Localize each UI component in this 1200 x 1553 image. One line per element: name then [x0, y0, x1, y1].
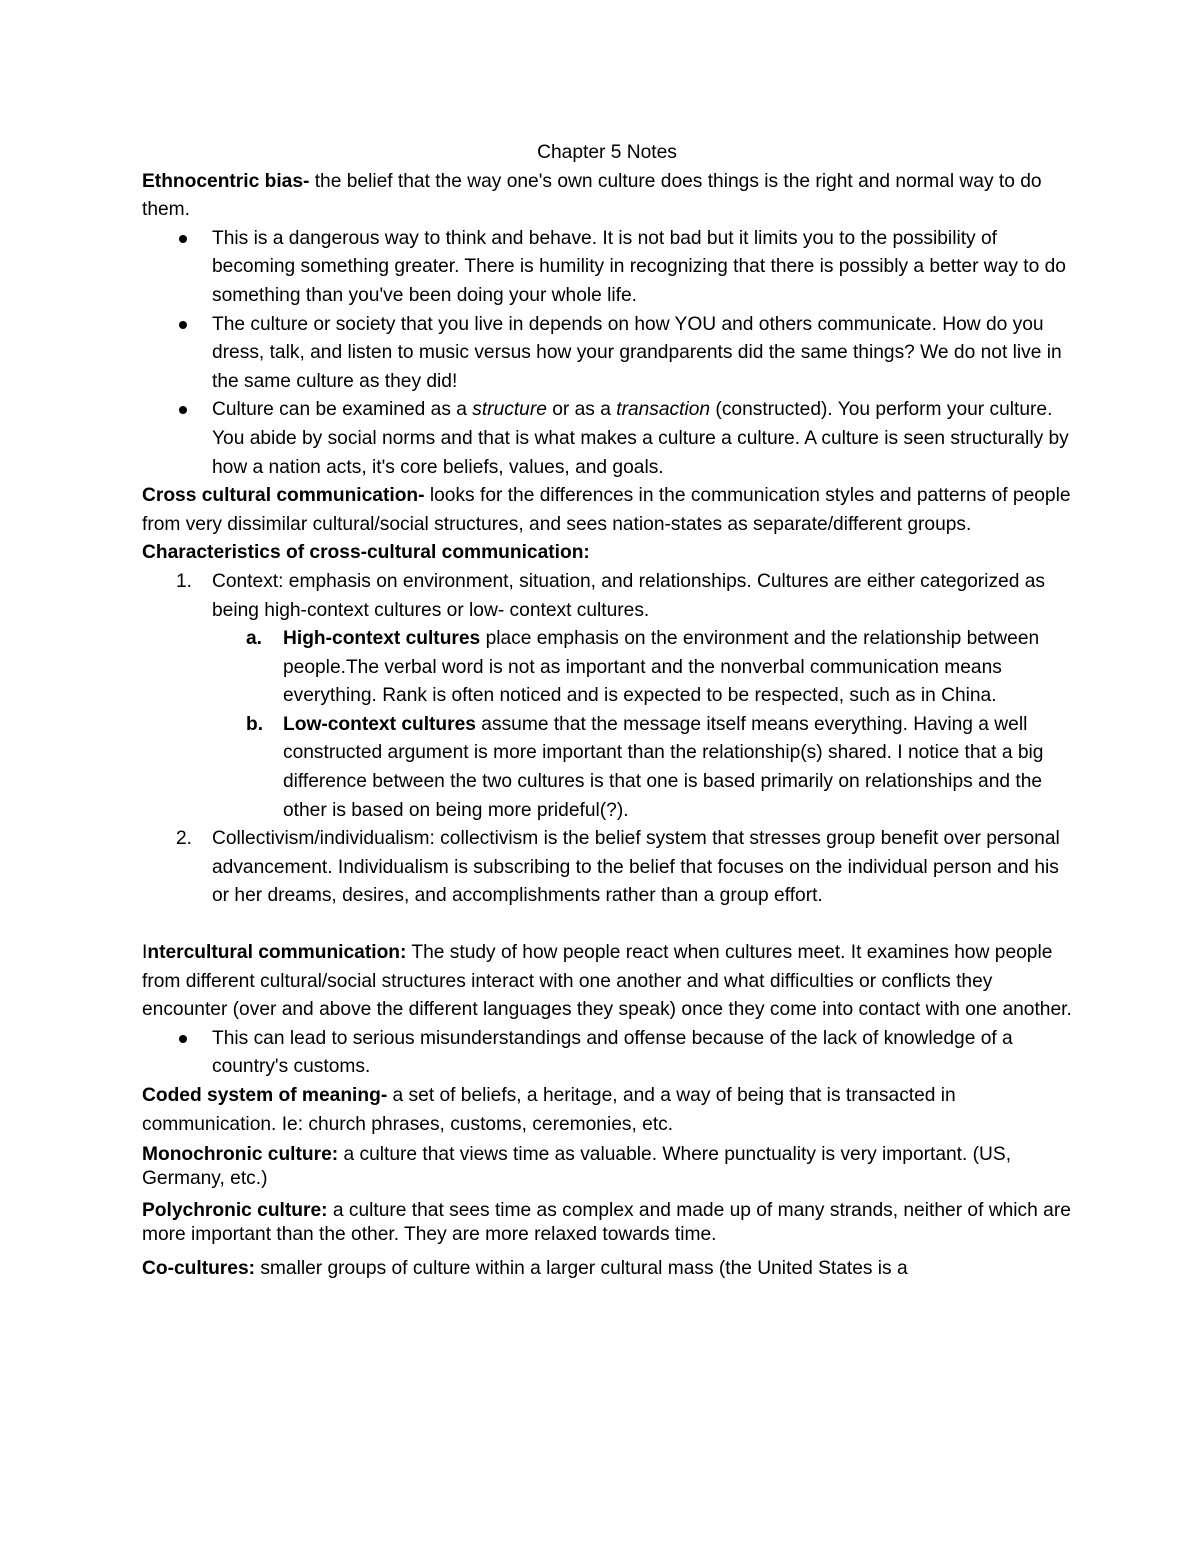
term-cross-cultural-communication: Cross cultural communication- [142, 485, 425, 507]
list-number: 2. [176, 828, 193, 850]
bullet-icon [179, 235, 187, 243]
list-item [142, 568, 1072, 625]
term-co-cultures: Co-cultures: [142, 1258, 255, 1280]
term-low-context: Low-context cultures [283, 713, 476, 735]
bullet-icon [179, 406, 187, 414]
monochronic-definition [142, 1143, 1072, 1191]
polychronic-definition [142, 1199, 1072, 1247]
term-intercultural-communication: ntercultural communication: [147, 942, 407, 964]
list-item-text: Context: emphasis on environment, situation, and relationships. Cultures are either categorized as being high-context cultures or low- context cultures. [212, 570, 1045, 621]
definition-text: a culture that views time as valuable. Where punctuality is very important. (US, Germany, etc.) [142, 1144, 1012, 1190]
definition-text: looks for the differences in the communication styles and patterns of people from very dissimilar cultural/social structures, and sees nation-states as separate/different groups. [142, 485, 1071, 535]
list-item [142, 1025, 1072, 1082]
bullet-text-part: (constructed). You perform your culture. You abide by social norms and that is what makes a culture a culture. A culture is seen structurally by how a nation acts, it's core beliefs, values, and goals. [212, 399, 1069, 478]
list-letter: b. [246, 713, 264, 735]
bullet-text-part: Culture can be examined as a [212, 399, 473, 421]
bullet-icon [179, 321, 187, 329]
characteristics-list [142, 568, 1072, 911]
paragraph-spacer [142, 911, 1072, 939]
cross-cultural-definition [142, 482, 1072, 539]
sub-list-item [142, 711, 1072, 825]
italic-term-transaction: transaction [616, 399, 711, 421]
sub-item-text: place emphasis on the environment and the relationship between people.The verbal word is not as important and the nonverbal communication means everything. Rank is often noticed and is expected to be respected, such as in China. [283, 628, 1040, 707]
intercultural-bullet-list [142, 1025, 1072, 1082]
term-ethnocentric-bias: Ethnocentric bias- [142, 170, 310, 192]
intercultural-definition: Intercultural communication: The study of how people react when cultures meet. It examines how people from different cultural/social structures interact with one another and what difficulties or conflicts they encounter (over and above the different languages they speak) once they come into contact with one another. [142, 942, 1072, 1021]
notes-body [142, 139, 1072, 1284]
definition-text: smaller groups of culture within a larger cultural mass (the United States is a [255, 1258, 908, 1280]
italic-term-structure: structure [472, 399, 547, 421]
bullet-text: This is a dangerous way to think and behave. It is not bad but it limits you to the possibility of becoming something greater. There is humility in recognizing that there is possibly a better way to do something than you've been doing your whole life. [212, 227, 1066, 306]
characteristics-heading: Characteristics of cross-cultural communication: [142, 542, 590, 564]
list-number: 1. [176, 570, 193, 592]
definition-text: a culture that sees time as complex and made up of many strands, neither of which are more important than the other. They are more relaxed towards time. [142, 1200, 1071, 1246]
term-polychronic: Polychronic culture: [142, 1200, 328, 1222]
ethnocentric-bullet-list [142, 225, 1072, 482]
definition-text: the belief that the way one's own culture does things is the right and normal way to do them. [142, 170, 1042, 221]
sub-list-item [142, 625, 1072, 711]
ethnocentric-bias-definition [142, 168, 1072, 225]
term-high-context: High-context cultures [283, 628, 481, 650]
definition-text: The study of how people react when cultures meet. It examines how people from different cultural/social structures interact with one another and what difficulties or conflicts they encounter (over and above the different languages they speak) once they come into contact with one another. [142, 942, 1072, 1021]
bullet-text-part: or as a [546, 399, 617, 421]
bullet-text: The culture or society that you live in depends on how YOU and others communicate. How do you dress, talk, and listen to music versus how your grandparents did the same things? We do not live in the same culture as they did! [212, 313, 1062, 392]
list-item [142, 396, 1072, 482]
term-coded-system: Coded system of meaning- [142, 1085, 388, 1106]
bullet-text: This can lead to serious misunderstandings and offense because of the lack of knowledge of a country's customs. [212, 1027, 1013, 1078]
co-cultures-definition [142, 1255, 1072, 1284]
list-item-text: Collectivism/individualism: collectivism is the belief system that stresses group benefit over personal advancement. Individualism is subscribing to the belief that focuses on the individual person and his or her dreams, desires, and accomplishments rather than a group effort. [212, 828, 1060, 907]
list-item [142, 311, 1072, 397]
list-letter: a. [246, 628, 263, 650]
definition-text: a set of beliefs, a heritage, and a way of being that is transacted in communication. Ie: church phrases, customs, ceremonies, etc. [142, 1085, 956, 1135]
list-item [142, 225, 1072, 311]
term-monochronic: Monochronic culture: [142, 1144, 339, 1166]
page-title: Chapter 5 Notes [537, 142, 677, 163]
list-item [142, 825, 1072, 911]
sub-item-text: assume that the message itself means everything. Having a well constructed argument is more important than the relationship(s) shared. I notice that a big difference between the two cultures is that one is based primarily on relationships and the other is based on being more prideful(?). [283, 713, 1044, 821]
coded-system-definition [142, 1082, 1072, 1139]
bullet-icon [179, 1035, 187, 1043]
